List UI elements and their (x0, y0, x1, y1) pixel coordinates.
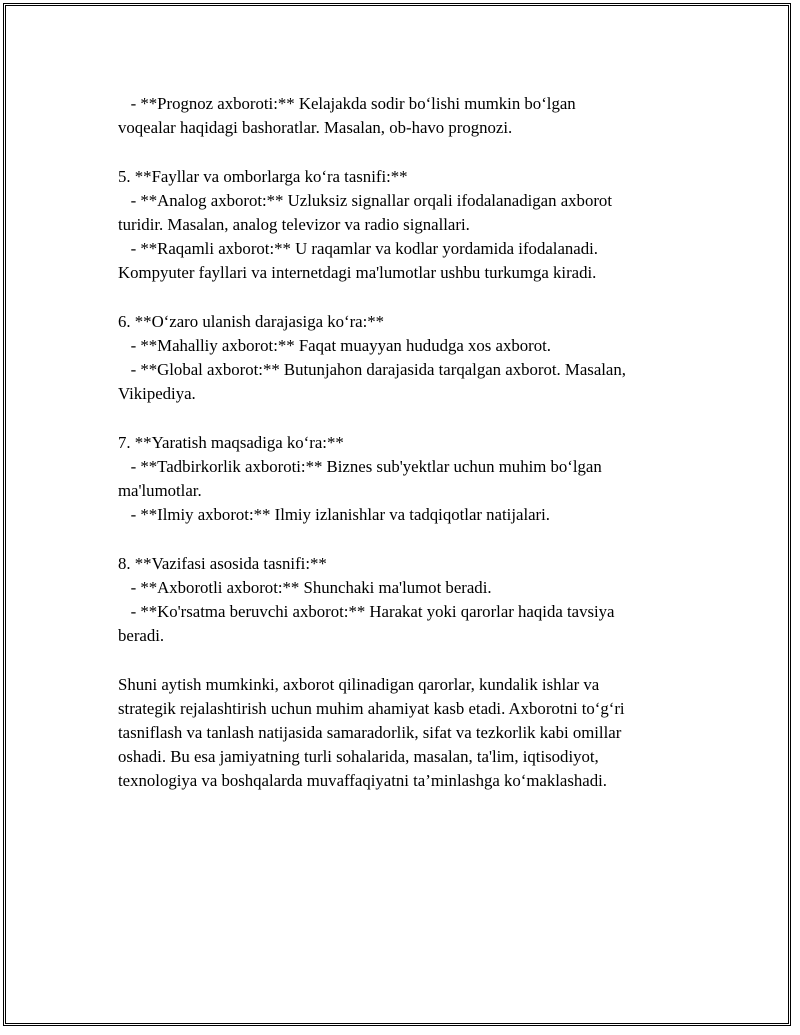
text-line: - **Global axborot:** Butunjahon darajasida tarqalgan axborot. Masalan, (118, 360, 626, 380)
paragraph-gap (118, 286, 678, 310)
text-line: - **Mahalliy axborot:** Faqat muayyan hududga xos axborot. (118, 335, 551, 355)
text-line: - **Tadbirkorlik axboroti:** Biznes sub'yektlar uchun muhim bo‘lgan (118, 456, 602, 476)
paragraph-gap (118, 648, 678, 672)
conclusion-line: strategik rejalashtirish uchun muhim ahamiyat kasb etadi. Axborotni to‘g‘ri (118, 698, 625, 718)
text-line: - **Ko'rsatma beruvchi axborot:** Harakat yoki qarorlar haqida tavsiya (118, 601, 615, 621)
text-line: - **Ilmiy axborot:** Ilmiy izlanishlar va tadqiqotlar natijalari. (118, 505, 551, 525)
text-line: - **Raqamli axborot:** U raqamlar va kodlar yordamida ifodalanadi. (118, 239, 598, 259)
paragraph-gap (118, 140, 678, 164)
paragraph-gap (118, 406, 678, 430)
text-line: Vikipediya. (118, 384, 196, 404)
text-line: voqealar haqidagi bashoratlar. Masalan, ob-havo prognozi. (118, 118, 513, 138)
conclusion-line: texnologiya va boshqalarda muvaffaqiyatni ta’minlashga ko‘maklashadi. (118, 771, 607, 791)
text-line: - **Analog axborot:** Uzluksiz signallar orqali ifodalanadigan axborot (118, 190, 612, 210)
paragraph-gap (118, 527, 678, 551)
conclusion-line: Shuni aytish mumkinki, axborot qilinadigan qarorlar, kundalik ishlar va (118, 674, 600, 694)
section-heading: 6. **O‘zaro ulanish darajasiga ko‘ra:** (118, 311, 385, 331)
section-heading: 7. **Yaratish maqsadiga ko‘ra:** (118, 432, 344, 452)
document-body (118, 92, 678, 793)
text-line: turidir. Masalan, analog televizor va radio signallari. (118, 214, 470, 234)
text-line: Kompyuter fayllari va internetdagi ma'lumotlar ushbu turkumga kiradi. (118, 263, 597, 283)
text-line: ma'lumotlar. (118, 481, 202, 500)
text-line: - **Prognoz axboroti:** Kelajakda sodir bo‘lishi mumkin bo‘lgan (118, 94, 576, 113)
conclusion-line: oshadi. Bu esa jamiyatning turli sohalarida, masalan, ta'lim, iqtisodiyot, (118, 747, 599, 767)
section-heading: 5. **Fayllar va omborlarga ko‘ra tasnifi:** (118, 166, 408, 186)
section-heading: 8. **Vazifasi asosida tasnifi:** (118, 553, 327, 573)
text-line: - **Axborotli axborot:** Shunchaki ma'lumot beradi. (118, 577, 492, 597)
conclusion-line: tasniflash va tanlash natijasida samaradorlik, sifat va tezkorlik kabi omillar (118, 722, 622, 742)
text-line: beradi. (118, 626, 165, 646)
